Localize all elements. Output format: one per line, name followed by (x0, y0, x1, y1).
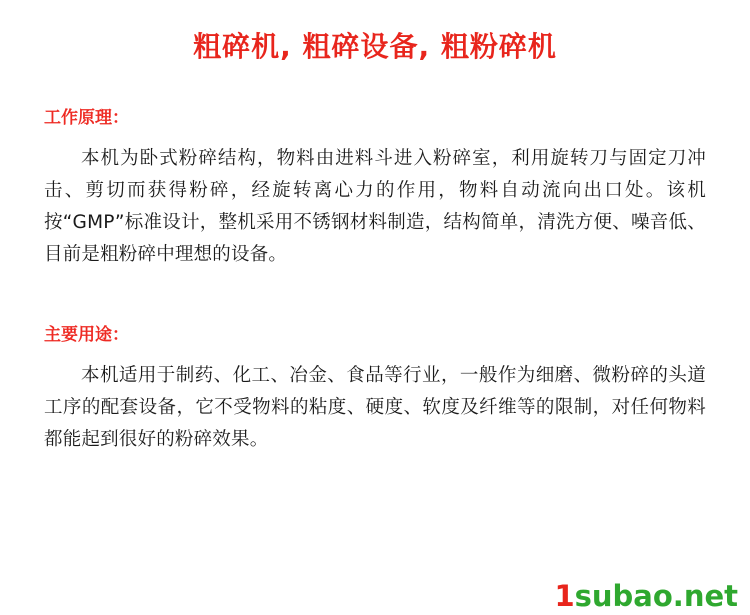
section-heading-main-uses: 主要用途： (44, 324, 129, 345)
section-body-main-uses: 本机适用于制药、化工、冶金、食品等行业，一般作为细磨、微粉碎的头道工序的配套设备，它不受物料的粘度、硬度、软度及纤维等的限制，对任何物料都能起到很好的粉碎效果。 (44, 365, 706, 451)
section-working-principle (0, 107, 750, 271)
watermark-number: 1 (554, 579, 575, 613)
section-main-uses (0, 324, 750, 456)
section-body-working-principle: 本机为卧式粉碎结构，物料由进料斗进入粉碎室，利用旋转刀与固定刀冲击、剪切而获得粉碎，经旋转离心力的作用，物料自动流向出口处。该机按“GMP”标准设计，整机采用不锈钢材料制造，结构简单，清洗方便、噪音低、目前是粗粉碎中理想的设备。 (44, 148, 706, 265)
section-heading-working-principle: 工作原理： (44, 107, 129, 128)
page-title: 粗碎机, 粗碎设备, 粗粉碎机 (193, 30, 557, 63)
site-watermark (554, 579, 738, 613)
watermark-text: subao.net (574, 579, 738, 613)
